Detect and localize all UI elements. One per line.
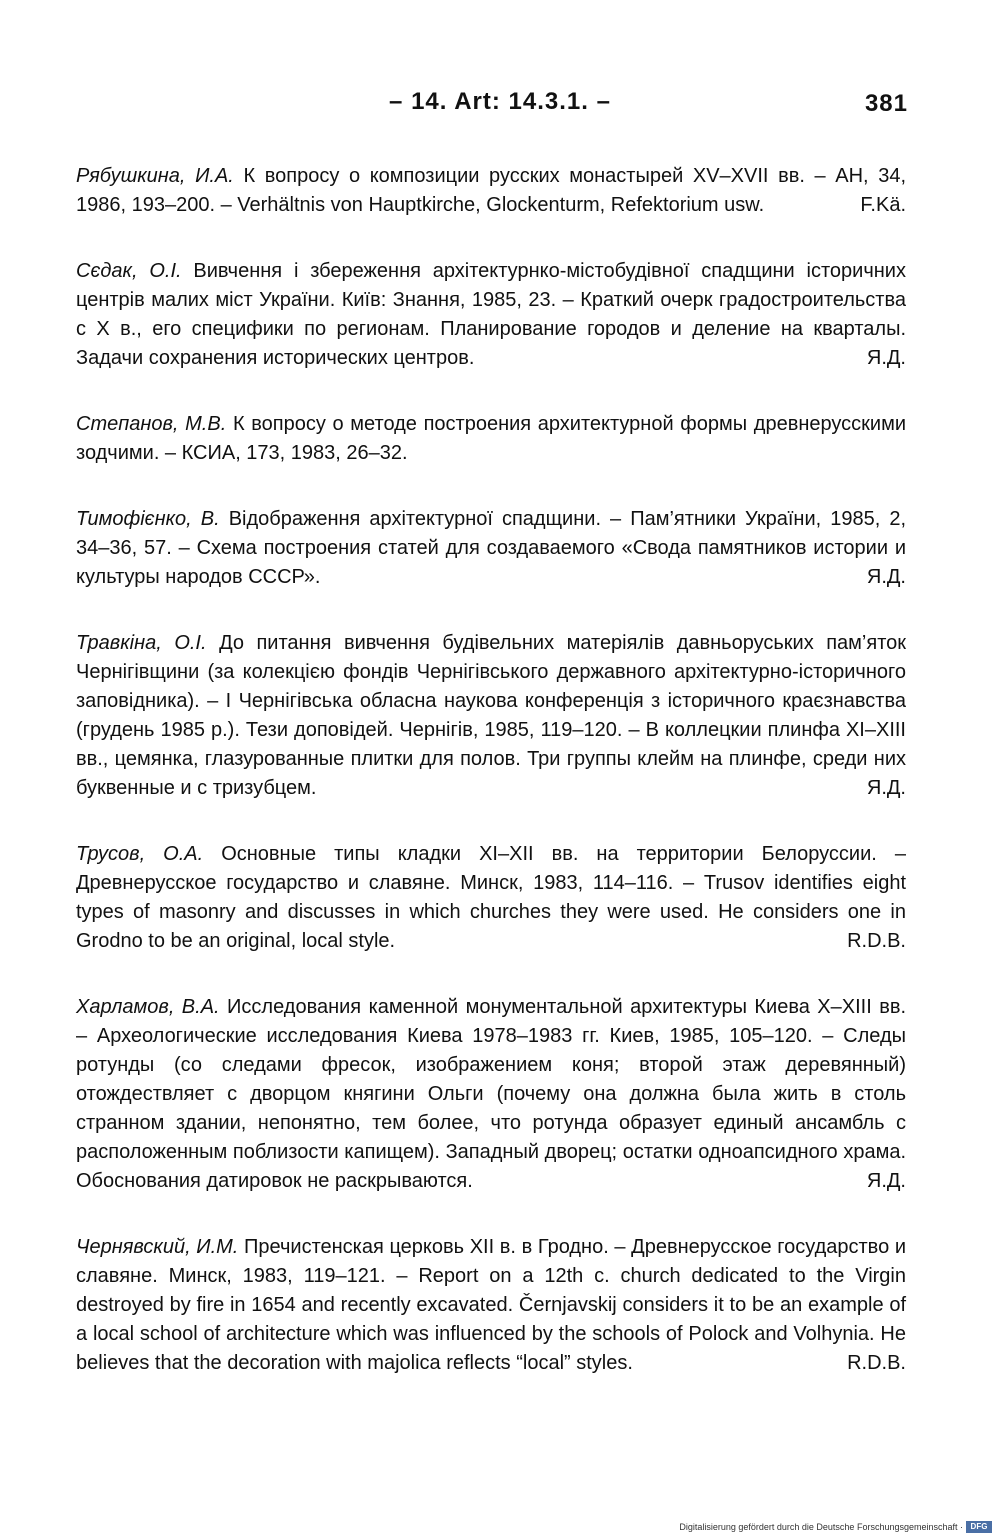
- bibliography-entry: [76, 1233, 906, 1378]
- page-header: [0, 88, 1000, 128]
- bibliography-entry: [76, 410, 906, 468]
- entry-reviewer: R.D.B.: [847, 930, 906, 952]
- entry-reviewer: R.D.B.: [847, 1352, 906, 1374]
- entry-text: Вивчення і збереження архітектурнко-містобудівної спадщини історичних центрів малих міст України. Київ: Знання, 1985, 23. – Краткий очерк градостроительства с X в., его специфики по регионам. Планирование городов и деление на кварталы. Задачи сохранения исторических центров.: [76, 260, 906, 369]
- entry-author: Трусов, О.А.: [76, 843, 204, 865]
- entry-reviewer: Я.Д.: [866, 566, 906, 588]
- bibliography-entries: [76, 162, 906, 1415]
- entry-author: Рябушкина, И.А.: [76, 165, 234, 187]
- entry-author: Сєдак, О.І.: [76, 260, 182, 282]
- bibliography-entry: [76, 629, 906, 803]
- entry-text: К вопросу о методе построения архитектурной формы древнерусскими зодчими. – КСИА, 173, 1983, 26–32.: [76, 413, 907, 464]
- running-head: – 14. Art: 14.3.1. –: [389, 88, 611, 115]
- digitization-footer: [679, 1521, 992, 1533]
- bibliography-entry: [76, 257, 906, 373]
- entry-reviewer: F.Kä.: [860, 194, 906, 216]
- bibliography-entry: [76, 840, 906, 956]
- entry-reviewer: Я.Д.: [866, 777, 906, 799]
- entry-author: Чернявский, И.М.: [76, 1236, 239, 1258]
- entry-author: Харламов, В.А.: [76, 996, 220, 1018]
- entry-author: Тимофієнко, В.: [76, 508, 220, 530]
- entry-text: Основные типы кладки XI–XII вв. на территории Белоруссии. – Древнерусское государство и славяне. Минск, 1983, 114–116. – Trusov identifies eight types of masonry and discusses in which churches they were used. He considers one in Grodno to be an original, local style.: [76, 843, 906, 952]
- entry-text: Відображення архітектурної спадщини. – Пам’ятники України, 1985, 2, 34–36, 57. – Схема построения статей для создаваемого «Свода памятников истории и культуры народов СССР».: [76, 508, 906, 588]
- footer-text: Digitalisierung gefördert durch die Deutsche Forschungsgemeinschaft ·: [679, 1522, 963, 1532]
- entry-reviewer: Я.Д.: [866, 347, 906, 369]
- entry-text: Исследования каменной монументальной архитектуры Киева X–XIII вв. – Археологические исследования Киева 1978–1983 гг. Киев, 1985, 105–120. – Следы ротунды (со следами фресок, изображением коня; второй этаж деревянный) отождествляет с дворцом княгини Ольги (почему она должна была жить в столь странном здании, непонятно, тем более, что ротунда образует единый ансамбль с расположенным поблизости капищем). Западный дворец; остатки одноапсидного храма. Обоснования датировок не раскрываются.: [76, 996, 907, 1192]
- entry-reviewer: Я.Д.: [866, 1170, 906, 1192]
- entry-author: Травкіна, О.І.: [76, 632, 207, 654]
- bibliography-entry: [76, 993, 906, 1196]
- entry-text: Пречистенская церковь XII в. в Гродно. – Древнерусское государство и славяне. Минск, 1983, 119–121. – Report on a 12th c. church dedicated to the Virgin destroyed by fire in 1654 and recently excavated. Černjavskij considers it to be an example of a local school of architecture which was influenced by the schools of Polock and Volhynia. He believes that the decoration with majolica reflects “local” styles.: [76, 1236, 906, 1374]
- dfg-logo-icon: DFG: [966, 1521, 992, 1533]
- entry-author: Степанов, М.В.: [76, 413, 227, 435]
- bibliography-entry: [76, 505, 906, 592]
- bibliography-entry: [76, 162, 906, 220]
- entry-text: До питання вивчення будівельних матеріялів давньоруських пам’яток Чернігівщини (за колекцією фондів Чернігівського державного архітектурно-історичного заповідника). – І Чернігівська обласна наукова конференція з історичного краєзнавства (грудень 1985 р.). Тези доповідей. Чернігів, 1985, 119–120. – В коллецкии плинфа XI–XIII вв., цемянка, глазурованные плитки для полов. Три группы клейм на плинфе, среди них буквенные и с тризубцем.: [76, 632, 907, 799]
- page-number: 381: [864, 90, 908, 117]
- entry-text: К вопросу о композиции русских монастырей XV–XVII вв. – АН, 34, 1986, 193–200. – Verhältnis von Hauptkirche, Glockenturm, Refektorium usw.: [76, 165, 906, 216]
